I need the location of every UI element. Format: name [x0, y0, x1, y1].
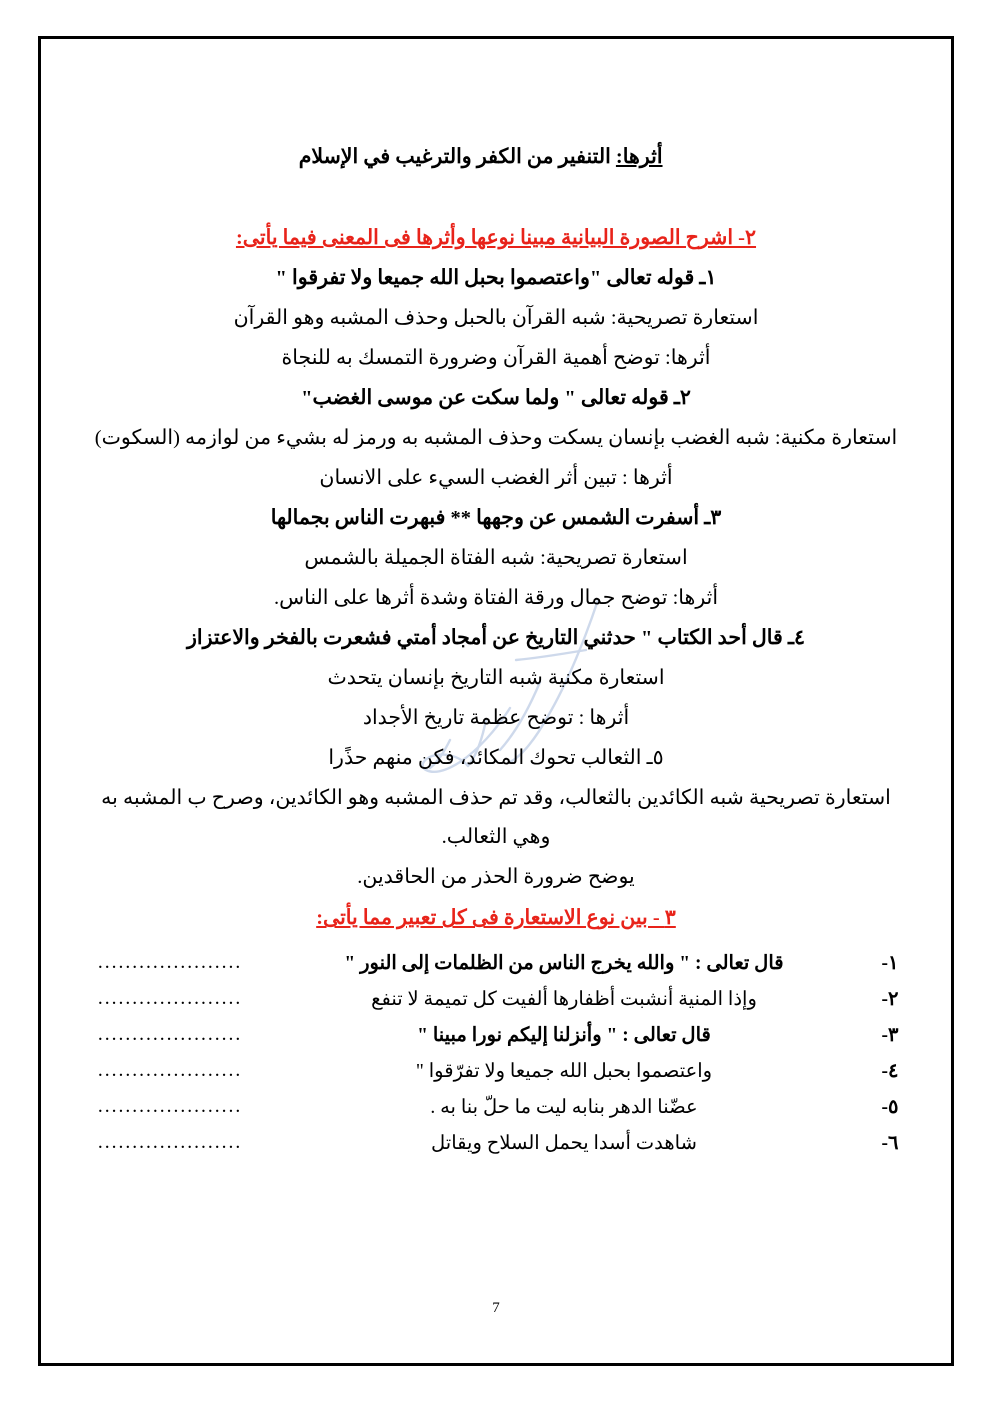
item-1-answer-b: أثرها: توضح أهمية القرآن وضرورة التمسك به للنجاة	[281, 346, 711, 369]
athraha-label: أثرها:	[615, 145, 663, 168]
question-3-table	[78, 945, 914, 1161]
item-3-answer-b: أثرها: توضح جمال ورقة الفتاة وشدة أثرها على الناس.	[273, 586, 719, 609]
item-5-answer-a2: وهي الثعالب.	[441, 826, 551, 849]
row-answer-blank[interactable]: .....................	[97, 1096, 243, 1118]
item-4-prompt: ٤ـ قال أحد الكتاب " حدثني التاريخ عن أمجاد أمتي فشعرت بالفخر والاعتزاز	[187, 626, 805, 649]
table-row	[78, 945, 914, 981]
row-answer-blank[interactable]: .....................	[97, 1132, 243, 1154]
row-number: ٢-	[881, 989, 899, 1011]
item-5-prompt: ٥ـ الثعالب تحوك المكائد، فكن منهم حذًرا	[328, 746, 664, 769]
document-content	[60, 98, 932, 1161]
question-3-rows	[78, 945, 914, 1161]
row-text: شاهدت أسدا يحمل السلاح ويقاتل	[431, 1133, 697, 1155]
row-text: واعتصموا بحبل الله جميعا ولا تفرّقوا "	[415, 1061, 713, 1083]
item-3-answer-a: استعارة تصريحية: شبه الفتاة الجميلة بالشمس	[304, 546, 688, 569]
item-2-answer-a: استعارة مكنية: شبه الغضب بإنسان يسكت وحذف المشبه به ورمز له بشيء من لوازمه (السكوت)	[94, 426, 898, 449]
row-number: ٦-	[881, 1133, 899, 1155]
item-2-answer-b: أثرها : تبين أثر الغضب السيء على الانسان	[319, 466, 673, 489]
row-number: ٥-	[881, 1097, 899, 1119]
row-answer-blank[interactable]: .....................	[97, 952, 243, 974]
item-3-prompt: ٣ـ أسفرت الشمس عن وجهها ** فبهرت الناس بجمالها	[270, 506, 722, 529]
athraha-line	[78, 98, 914, 218]
item-4-answer-b: أثرها : توضح عظمة تاريخ الأجداد	[362, 706, 630, 729]
item-1-prompt: ١ـ قوله تعالى "واعتصموا بحبل الله جميعا ولا تفرقوا "	[275, 266, 717, 289]
row-number: ١-	[881, 953, 899, 975]
page-number: 7	[492, 1300, 500, 1316]
question-2-heading: ٢- اشرح الصورة البيانية مبينا نوعها وأثرها فى المعنى فيما يأتى:	[235, 226, 757, 249]
row-answer-blank[interactable]: .....................	[97, 988, 243, 1010]
row-answer-blank[interactable]: .....................	[97, 1060, 243, 1082]
row-number: ٣-	[881, 1025, 899, 1047]
item-1-answer-a: استعارة تصريحية: شبه القرآن بالحبل وحذف المشبه وهو القرآن	[233, 306, 759, 329]
row-text: قال تعالى : " وأنزلنا إليكم نورا مبينا "	[417, 1025, 711, 1047]
item-4-answer-a: استعارة مكنية شبه التاريخ بإنسان يتحدث	[327, 666, 665, 689]
row-number: ٤-	[881, 1061, 899, 1083]
athraha-text: التنفير من الكفر والترغيب في الإسلام	[298, 145, 616, 168]
table-row	[78, 1017, 914, 1053]
row-text: قال تعالى : " والله يخرج الناس من الظلمات إلى النور "	[344, 953, 784, 975]
table-row	[78, 1053, 914, 1089]
row-text: وإذا المنية أنشبت أظفارها ألفيت كل تميمة لا تنفع	[371, 989, 757, 1011]
question-3-heading: ٣ - بين نوع الاستعارة فى كل تعبير مما يأتى:	[316, 907, 676, 930]
table-row	[78, 1125, 914, 1161]
item-2-prompt: ٢ـ قوله تعالى " ولما سكت عن موسى الغضب"	[301, 386, 691, 409]
row-answer-blank[interactable]: .....................	[97, 1024, 243, 1046]
item-5-answer-b: يوضح ضرورة الحذر من الحاقدين.	[357, 866, 635, 889]
row-text: عضّنا الدهر بنابه ليت ما حلّ بنا به .	[430, 1097, 698, 1119]
table-row	[78, 1089, 914, 1125]
table-row	[78, 981, 914, 1017]
item-5-answer-a: استعارة تصريحية شبه الكائدين بالثعالب، وقد تم حذف المشبه وهو الكائدين، وصرح ب المشبه به	[101, 786, 891, 809]
